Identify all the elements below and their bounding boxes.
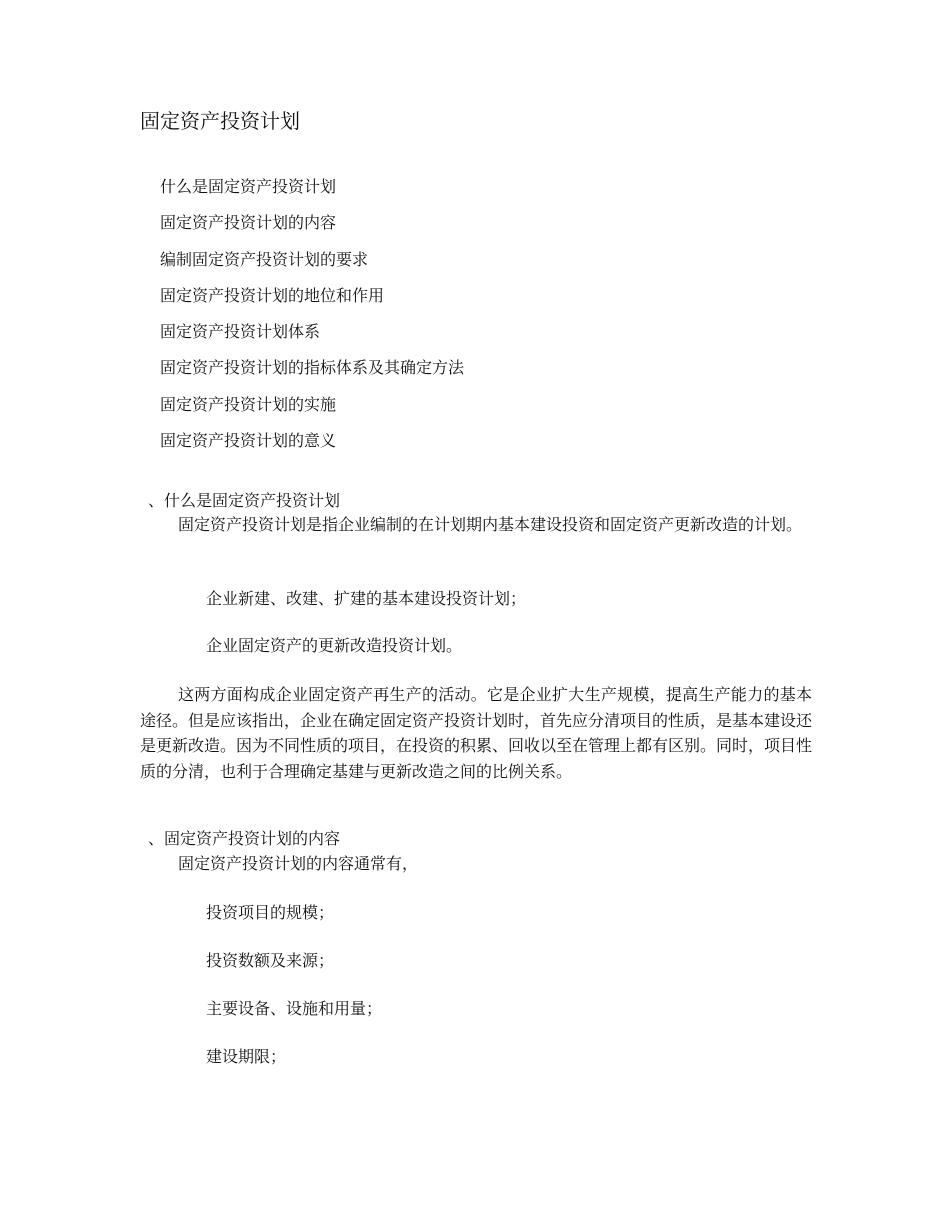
section-heading: 、固定资产投资计划的内容 [148,829,341,848]
toc-item[interactable]: 固定资产投资计划的地位和作用 [160,285,385,305]
list-item: 主要设备、设施和用量； [206,999,383,1018]
table-of-contents [160,174,464,464]
toc-item[interactable]: 固定资产投资计划体系 [160,322,321,342]
list-item: 投资项目的规模； [206,903,335,922]
toc-item[interactable]: 固定资产投资计划的实施 [160,394,337,414]
toc-item[interactable]: 固定资产投资计划的内容 [160,213,337,233]
document-title: 固定资产投资计划 [140,109,300,133]
list-item: 建设期限； [206,1047,287,1066]
section-intro-paragraph: 固定资产投资计划是指企业编制的在计划期内基本建设投资和固定资产更新改造的计划。 [178,515,803,534]
toc-item[interactable]: 编制固定资产投资计划的要求 [160,249,369,269]
section-heading: 、什么是固定资产投资计划 [148,491,341,510]
toc-item[interactable]: 什么是固定资产投资计划 [160,177,337,196]
list-item: 投资数额及来源； [206,951,335,970]
section-intro-paragraph: 固定资产投资计划的内容通常有， [178,854,419,873]
list-item: 企业固定资产的更新改造投资计划。 [206,636,463,655]
list-item: 企业新建、改建、扩建的基本建设投资计划； [206,589,527,608]
body-paragraph: 这两方面构成企业固定资产再生产的活动。它是企业扩大生产规模，提高生产能力的基本途径。但是应该指出，企业在确定固定资产投资计划时，首先应分清项目的性质，是基本建设还是更新改造。因为不同性质的项目，在投资的积累、回收以至在管理上都有区别。同时，项目性质的分清，也利于合理确定基建与更新改造之间的比例关系。 [140,685,813,781]
toc-item[interactable]: 固定资产投资计划的意义 [160,431,337,451]
toc-item[interactable]: 固定资产投资计划的指标体系及其确定方法 [160,358,465,378]
